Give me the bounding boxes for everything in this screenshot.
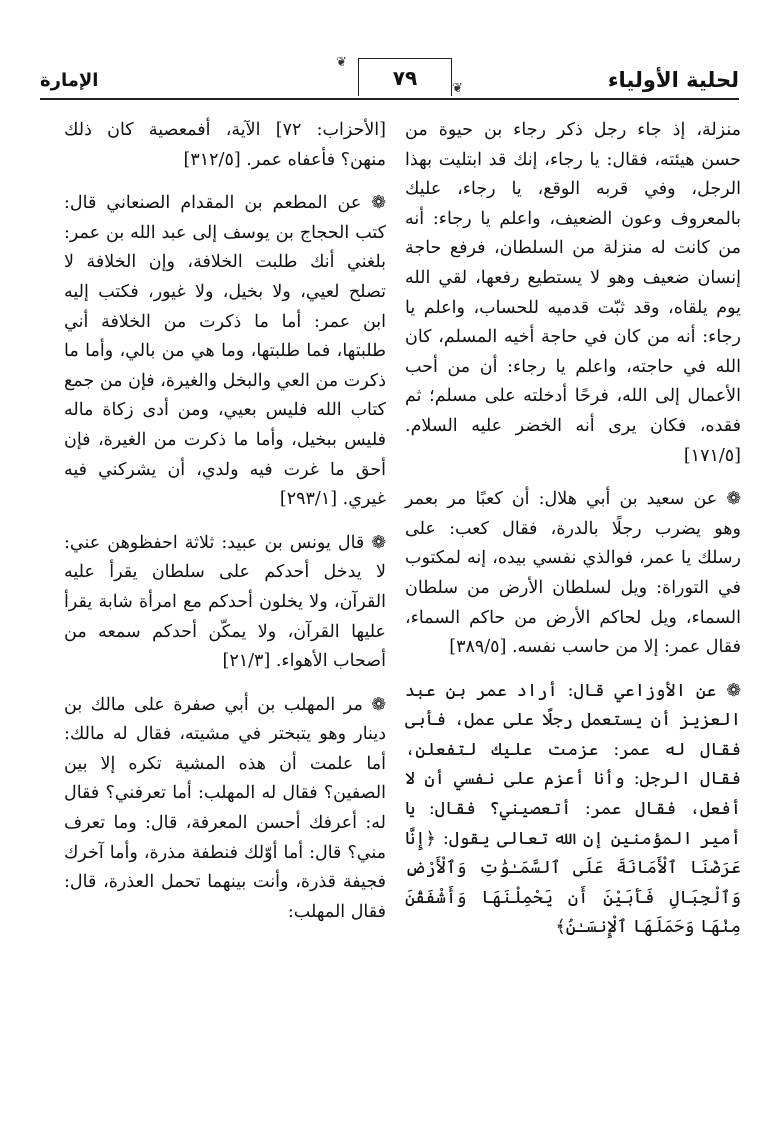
paragraph-text: [الأحزاب: ٧٢] الآية، أفمعصية كان ذلك منهن؟ فأعفاه عمر. [64, 120, 386, 170]
paragraph-text: ❁ مر المهلب بن أبي صفرة على مالك بن دينار وهو يتبختر في مشيته، فقال له مالك: أما علمت أن هذه المشية تكره إلا بين الصفين؟ فقال له المهلب: أما تعرفني؟ فقال له: أعرفك أحسن المعرفة، قال: وما تعرف مني؟ قال: أما أوّلك فنطفة مذرة، وأما آخرك فجيفة قذرة، وأنت بينهما تحمل العذرة، قال: فقال المهلب: [64, 694, 386, 922]
right-column [405, 116, 741, 1112]
chapter-title: الإمارة [40, 70, 99, 91]
citation-ref: [٣٨٩/٥] [449, 637, 507, 658]
paragraph [405, 485, 741, 663]
page-header [40, 56, 739, 106]
paragraph [64, 529, 386, 677]
paragraph [64, 116, 386, 175]
paragraph [405, 677, 741, 943]
left-column [64, 116, 386, 1112]
paragraph-text: ❁ عن المطعم بن المقدام الصنعاني قال: كتب الحجاج بن يوسف إلى عبد الله بن عمر: بلغني أنك طلبت الخلافة، وإن الخلافة لا تصلح لعيي، ولا بخيل، ولا غيور، فكتب إليه ابن عمر: أما ما ذكرت من الخلافة أني طلبتها، فما طلبتها، وما هي من بالي، وأما ما ذكرت من العي والبخل والغيرة، فإن من جمع كتاب الله فليس بعيي، ومن أدى زكاة ماله فليس ببخيل، وأما ما ذكرت من الغيرة، فإن أحق ما غرت فيه ولدي، أن يشركني فيه غيري. [64, 193, 386, 510]
citation-ref: [٢٩٣/١] [279, 489, 338, 510]
paragraph-text: منزلة، إذ جاء رجل ذكر رجاء بن حيوة من حسن هيئته، فقال: يا رجاء، إنك قد ابتليت بهذا الرجل، وفي قربه الوقع، يا رجاء، عليك بالمعروف وعون الضعيف، واعلم يا رجاء: أنه من كانت له منزلة من السلطان، فرفع حاجة إنسان ضعيف وهو لا يستطيع رفعها، لقي الله يوم يلقاه، وقد ثبّت قدميه للحساب، واعلم يا رجاء: أنه من كان في حاجة أخيه المسلم، كان الله في حاجته، واعلم يا رجاء: أن من أحب الأعمال إلى الله، فرحًا أدخلته على مسلم؛ ثم فقده، فكان يرى أنه الخضر عليه السلام. [405, 120, 741, 436]
citation-ref: [١٧١/٥] [683, 445, 741, 466]
ornament-icon: ❦ [452, 81, 463, 96]
paragraph [405, 116, 741, 471]
paragraph [64, 691, 386, 928]
citation-ref: [٢١/٣] [222, 651, 271, 672]
paragraph-text: ❁ عن سعيد بن أبي هلال: أن كعبًا مر بعمر وهو يضرب رجلًا بالدرة، فقال كعب: على رسلك يا عمر، فوالذي نفسي بيده، إنه لمكتوب في التوراة: ويل لسلطان الأرض من سلطان السماء، ويل لحاكم الأرض من حاكم السماء، فقال عمر: إلا من حاسب نفسه. [405, 489, 741, 658]
book-title: لحلية الأولياء [607, 68, 739, 92]
paragraph [64, 189, 386, 515]
page-number: ٧٩ [392, 65, 418, 90]
ornament-icon: ❦ [336, 55, 347, 70]
paragraph-text: ❁ عن الأوزاعي قال: أراد عمر بن عبد العزيز أن يستعمل رجلًا على عمل، فأبى فقال له عمر: عزمت عليك لتفعلن، فقال الرجل: وأنا أعزم على نفسي أن لا أفعل، فقال عمر: أتعصيني؟ فقال: يا أمير المؤمنين إن الله تعالى يقول: ﴿إِنَّا عَرَضْنَا ٱلْأَمَانَةَ عَلَى ٱلسَّمَـٰوَٰتِ وَٱلْأَرْضِ وَٱلْجِبَالِ فَأَبَيْنَ أَن يَحْمِلْنَهَا وَأَشْفَقْنَ مِنْهَا وَحَمَلَهَا ٱلْإِنسَـٰنُ﴾ [405, 680, 741, 938]
page-number-frame [358, 58, 452, 96]
citation-ref: [٣١٢/٥] [183, 149, 241, 170]
header-divider [40, 98, 739, 100]
paragraph-text: ❁ قال يونس بن عبيد: ثلاثة احفظوهن عني: لا يدخل أحدكم على سلطان يقرأ عليه القرآن، ولا يخلون أحدكم مع امرأة شابة يقرأ عليها القرآن، ولا يمكّن أحدكم سمعه من أصحاب الأهواء. [64, 532, 386, 672]
